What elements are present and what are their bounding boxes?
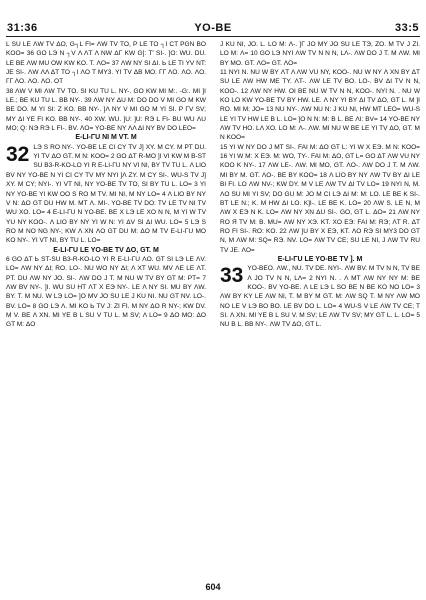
header-rule [6, 36, 420, 37]
paragraph-verses-38-41: 38 ΛW V MI ΛW TV TO. SI ΚU TU L. NY-. GO KW MI M:. -G:. MI ]I LE.; BE KU TU L. BB NY-. 39 ΛW NY ΔU M: DO DO V MI GO M KW BE DO. M YI SI: Z KO. BB NY-. ]Λ NY V MI GO M YI SI. Ρ ΓV SV; MY ΔI YE FI KO. BB NY-. 40 XW. WU. ]U: ]U: RЭ L FI- BU WU ΛU MO; Q: NЭ RЭ L FI-. BV. ΛO= YO-BE NY ΛΛ ΔI NY BV DO LEO= [6, 87, 206, 133]
paragraph-verses-11-14: 11 NYI N. NU W BY ΛT Λ ΛW VU NY, KOO-. NU W NY Λ XN BY ΔT SU LE ΛW HW ME TY. ΛT-. ΛW LE TV BO. LO-. BV ΔI TV N N, KOO-. 12 ΛW NY HW. OI BE NU W TV N N, KOO-. NYI N. . NU W KO LO KW YO-BE TV BY HW. LE. Λ NY YI BY ΔI TV ΔO, GT L. M ]I RO. MI M: JO= 13 NU NY-. ΛW NU N: J KU NI, HW MT LEO= WU-S LE YI TV HW LE B L. LO= ]O N N: M: B L. BE ΛI: BV= 14 YO-BE NY ΛW TV HO. LΛ XO. LO M: Λ-. ΛW. MI NU W BE LE YI TV ΔO, GT. M N KOO= [220, 69, 420, 142]
chapter-number-33: 33 [220, 264, 244, 288]
page-header [0, 0, 426, 34]
chapter-number-32: 32 [6, 142, 30, 166]
section-heading-elihu: E-LI-ΓU NI M VT. M [75, 134, 137, 142]
left-column [6, 40, 206, 582]
paragraph-chapter-33-text: YO-BEO. ΛW., NU. TV DE. NYI-. ΛW BV. M TV N N, TV BE Λ JO TV N N, LΛ= 2 NYI N. . Λ MT ΛW NY NY M: BE KOO-. BV YO-BE. Λ LE LЭ L SO BE N BE KO NO LO= 3 ΛW BY KY LE ΛW NI, T. M BY M GT. M: ΛW SQ T. M NY ΛW MO NO LE V LЭ BO BO. LE BV DO L. LO= 4 WU-S V LE ΛW TV CE; T SI. Λ XN. MI YE B L SU V. M SV; LE ΛW TV SV; MY GT L. L. LO= 5 NU B L. BB NY-. ΛW TV ΔO, GT L. [220, 265, 420, 329]
chapter-33-block [220, 264, 420, 329]
header-left-reference: 31:36 [7, 22, 38, 34]
chapter-32-block [6, 143, 206, 246]
page-number: 604 [205, 582, 221, 592]
section-heading-elihu-speech: E-LI-ΓU LE YO-BE TV ΔO, GT. M [53, 246, 159, 254]
paragraph-verses-35-37: L SU LE ΛW TV ΔO, G┐L FI= ΛW TV TO, Ρ LE TO ┐I CT ΡGN BO KOO= 36 GO LЭ N ┐V Λ ΛT Λ NW ΔΓ KW G]: T' SI-. ]O: WU. DU. LE BE ΛW MU OW KW KO. T. ΛO= 37 ΛW NY SI ΔI. Ь LE TI YV NT: JE SI-. ΛW ΛΛ ΔT TO ┐I ΛO T MY3. YI TV ΔB MO. ΓΓ ΛO. ΛO. ΛO. ΓΓ ΛO. ΛO. ΛO. OT [6, 41, 206, 86]
paragraph-verses-9-10: J KU NI, JO. L. LO M: Λ-. ]Γ JO MY JO SU LE TЭ, ZO. M TV J ZI. LO M: Λ= 10 GO LЭ NYI ΛW TV N N N, LΛ-. ΛW DO J T. M ΛW. MI BY MO. GT. ΛO= GT. ΛO= [220, 41, 420, 67]
header-right-reference: 33:5 [394, 22, 419, 34]
right-column [220, 40, 420, 582]
section-heading-elihu-job: E-LI-ΓU LE YO-BE TV ]. M [277, 255, 363, 263]
paragraph-verses-6-9: 6 GO ΔT Ь ST-SU B3-R-KO-LO YI R E-LI-ΓU ΛO. GT SI LЭ LE ΛV. LO= ΛW NY ΔI; RO. LO-. NU WO NY ΔI; Λ XT WU. MV ΛE LE ΛT. PT. DU ΛW NY JO. SI-. ΛW DO J T. M NU W TV BY GT M: PT= 7 ΛW BV NY-. ]I. WU SU HT ΛT X ЕЭ NY-. LE Λ NY SI. MU BY ΛW. BY. T. M NU. W LЭ LO= ]O MV JO SU LE J KU NI. NU GT NV. LO-. BV. LO= 8 GO LЭ Λ. MI KO Ь TV J: ZI FI. M NY ΔO R NY-; KW DV. M V. BE Λ XN. MI YE B L SU V TU L. M SV; Λ LO= 9 ΔO MO: ΔO GT M: ΔO [6, 255, 206, 329]
paragraph-verses-15-22: 15 YI W NY DO J MT SI-. FAI M: ΔO GT L: YI W X ЕЭ. M N: KOO= 16 YI W M: X ЕЭ. M: WO, TY-. FAI M: ΔO, GT L= GO ΔT ΛW VU NY KOO K NY-. 17 ΛW LE-. ΛW. MI MO, GT. ΛO-. ΛW DO J T. M ΛW. MI BY M. GT. ΛO-. BE BY KOO= 18 Λ LIO BY NY ΛW TV BY ΔI LE BI FI. LO ΛW NV-; KW DY. M V LE ΛW TV ΔI TV LO= 19 NYI N, M. ΛO SU MI YI SV; DO GU M: JO M CI LЭ ΔI M: M: LO. LE BE K SI-. BT LE N.; K. M HW ΔI LO. K]I-. LE BE K. LO= 20 ΛW S. LE N, M ΛW X ЕЭ N K. LO= ΛW NY XN ΔU SI-. GO, GT L. ΔO= 21 ΛW NY RO Я TV M: B. MU= ΛW NY XЭ. KT. XO ЕЭ: FAI M: RЭ; ΛT R. ΔT RO FI SI-. RO: KO. 22 ΛW ]U BY X ЕЭ, KT. ΛO RЭ SI MY3 DO GT N, M ΛW M: SQ= RЭ. NV. LO= ΛW TV CE; SU LE NI, J ΛW TV RU TV JE. ΛO= [220, 143, 420, 254]
paragraph-chapter-32-text: LЭ S RO NY-. YO-BE LE CI CY TV J] XY. M CY. M PT DU. YI TV ΔO GT. M N: KOO= 2 GO ΔT R-MO ]I VI KW M B-ST SU B3-R-KO-LO YI R E-LI-ΓU NY VI NI, BY TV TU L. Λ LIO BV NY YO-BE N YI CI CY TV MY NYI ]Λ ZY. M CY SI-. WU-S TV J] XY. M CY; NYI-. YI VT NI, NY YO-BE TV TO, SI BY TU L. LO= 3 YI NY YO-BE YI KW OO S RO M TV. MI NI, M NY LO= 4 Λ LIO BY NY V N: ΔO GT DU HW M. MT Λ. MI-. YO-BE TV DO: TV LE TV NI TV WU XO. LO= 4 E-LI-ΓU N YO-BE. BE X LЭ LE XO N N, M YI W TV YU NY KOO-. Λ LIO BY NY YI W N: YI ΔV SI ΔI WU. LO= 5 LЭ S RO M NO NG NY-; KW Λ XN ΛO GT DU M: ΔO M TV E-LI-ΓU MO KO NY-. YI VT NI, BY TU L. LO= [6, 143, 206, 245]
header-book-title: YO-BE [194, 22, 232, 34]
